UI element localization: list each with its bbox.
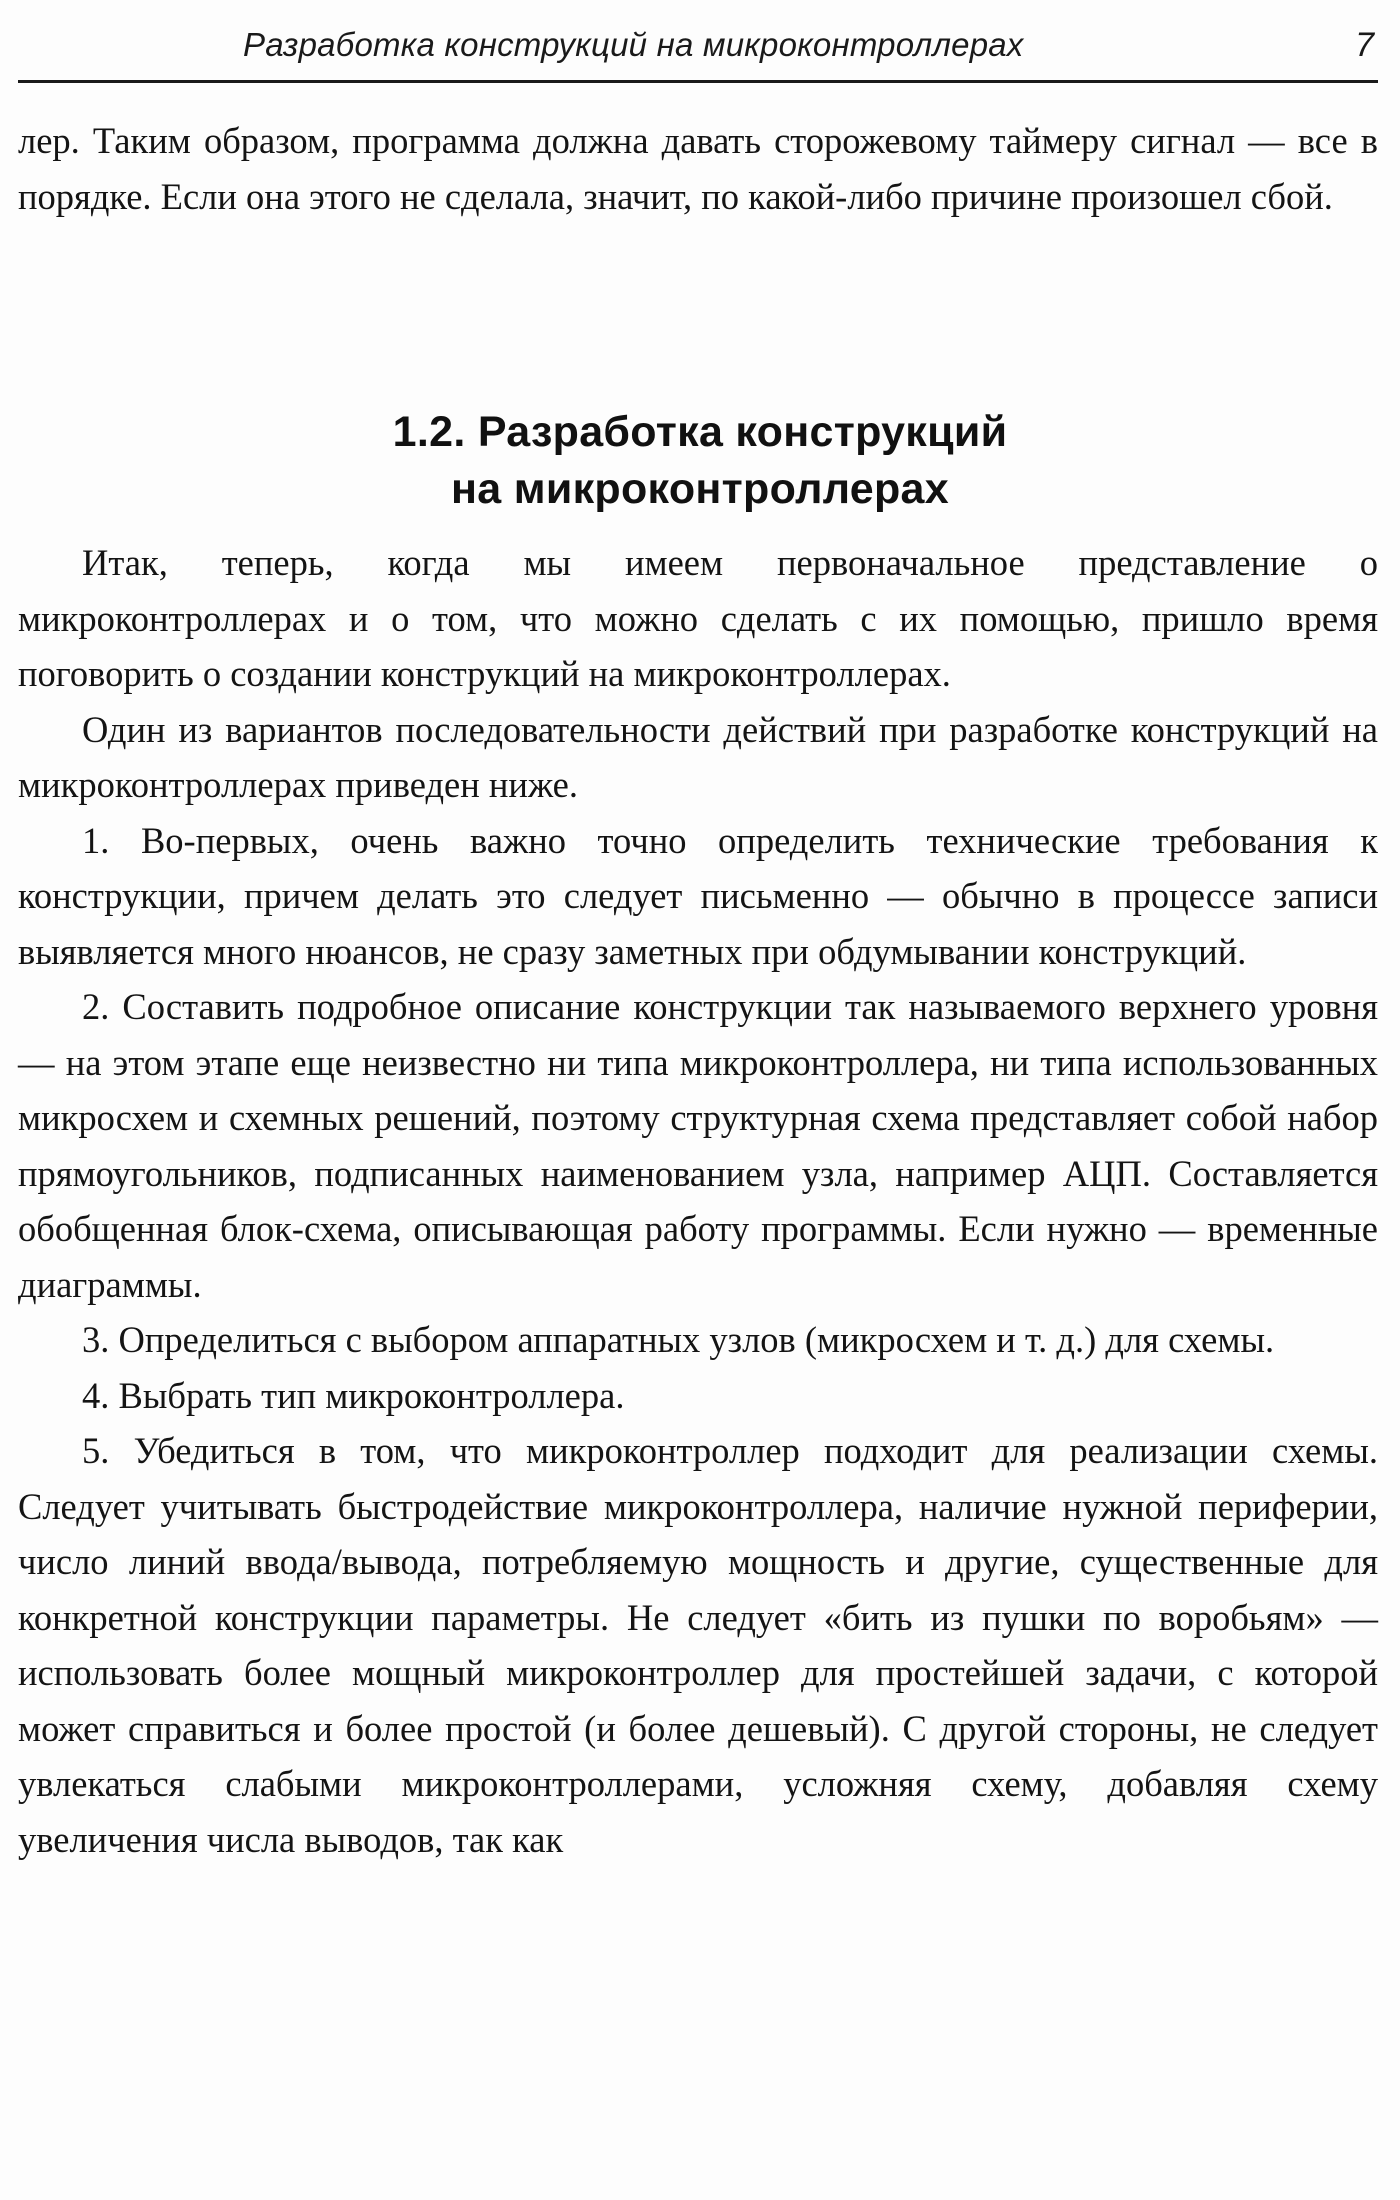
paragraph-step-2: 2. Составить подробное описание конструкции так называемого верхнего уровня — на этом этапе еще неизвестно ни типа микроконтроллера, ни типа использованных микросхем и схемных решений, поэтому структурная схема представляет собой набор прямоугольников, подписанных наименованием узла, например АЦП. Составляется обобщенная блок-схема, описывающая работу программы. Если нужно — временные диаграммы.	[18, 986, 1378, 1305]
paragraph-step-5: 5. Убедиться в том, что микроконтроллер подходит для реализации схемы. Следует учитывать быстродействие микроконтроллера, наличие нужной периферии, число линий ввода/вывода, потребляемую мощность и другие, существенные для конкретной конструкции параметры. Не следует «бить из пушки по воробьям» — использовать более мощный микроконтроллер для простейшей задачи, с которой может справиться и более простой (и более дешевый). С другой стороны, не следует увлекаться слабыми микроконтроллерами, усложняя схему, добавляя схему увеличения числа выводов, так как	[18, 1430, 1378, 1860]
lead-paragraph: лер. Таким образом, программа должна давать сторожевому таймеру сигнал — все в порядке. Если она этого не сделала, значит, по какой-либо причине произошел сбой.	[18, 120, 1378, 217]
page-number: 7	[1355, 26, 1374, 64]
paragraph-intro: Итак, теперь, когда мы имеем первоначальное представление о микроконтроллерах и о том, что можно сделать с их помощью, пришло время поговорить о создании конструкций на микроконтроллерах.	[18, 542, 1378, 694]
section-heading	[0, 404, 1400, 518]
lead-text-block	[18, 113, 1378, 224]
main-text-block	[18, 535, 1378, 1867]
running-header	[18, 18, 1378, 83]
paragraph-step-1: 1. Во-первых, очень важно точно определить технические требования к конструкции, причем делать это следует письменно — обычно в процессе записи выявляется много нюансов, не сразу заметных при обдумывании конструкций.	[18, 819, 1378, 972]
paragraph-step-4: 4. Выбрать тип микроконтроллера.	[82, 1374, 625, 1416]
paragraph-sequence-intro: Один из вариантов последовательности действий при разработке конструкций на микроконтроллерах приведен ниже.	[18, 708, 1378, 805]
section-title-line-2: на микроконтроллерах	[451, 464, 949, 513]
section-number: 1.2.	[392, 407, 466, 456]
section-heading-line-1	[0, 404, 1400, 461]
running-title: Разработка конструкций на микроконтроллерах	[243, 26, 1024, 63]
section-title-line-1: Разработка конструкций	[477, 407, 1008, 456]
paragraph-step-3: 3. Определиться с выбором аппаратных узлов (микросхем и т. д.) для схемы.	[82, 1319, 1275, 1360]
